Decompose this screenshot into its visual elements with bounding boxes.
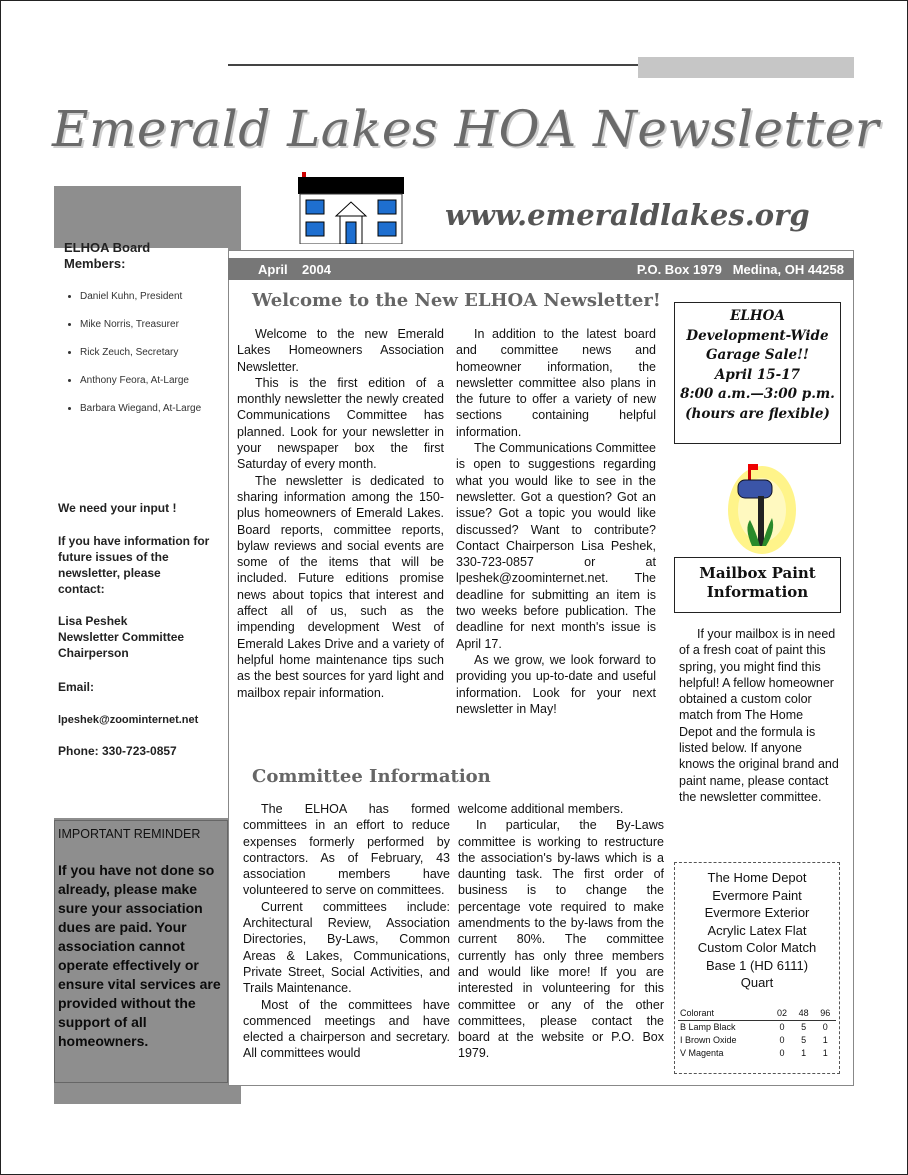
recipe-line: Custom Color Match: [697, 940, 817, 955]
table-cell: B Lamp Black: [680, 1022, 736, 1032]
dateline-bar: [228, 258, 854, 280]
reminder-title: IMPORTANT REMINDER: [58, 827, 201, 841]
table-cell: 0: [822, 1022, 828, 1032]
welcome-column-1: [237, 326, 444, 701]
recipe-line: The Home Depot: [707, 870, 807, 885]
list-item: • Anthony Feora, At-Large: [80, 374, 238, 388]
table-cell: V Magenta: [680, 1048, 724, 1058]
newsletter-title: Emerald Lakes HOA Newsletter: [52, 100, 880, 158]
colorant-table: [678, 1007, 836, 1060]
reminder-text: If you have not done so already, please make sure your association dues are paid. Your association cannot operate effectively or ensure vital services are provided without the support of all homeowners.: [58, 862, 221, 1049]
table-header: Colorant: [678, 1007, 771, 1021]
paragraph: In particular, the By-Laws committee is working to restructure the association's by-laws which is a daunting task. The first order of business is to change the percentage vote required to make amendments to the by-laws from the current 80%. The committee currently has only three members and would like more! If you are interested in volunteering for this committee or any of the other committees, please contact the board at the website or P.O. Box 1979.: [458, 818, 664, 1061]
mailing-address: P.O. Box 1979 Medina, OH 44258: [636, 262, 844, 277]
table-cell: 1: [801, 1048, 807, 1058]
paragraph: Most of the committees have commenced meetings and have elected a chairperson and secretary. All committees would: [243, 997, 450, 1061]
issue-date: April 2004: [258, 262, 331, 277]
paint-recipe-box: [674, 862, 840, 1074]
important-reminder: [54, 820, 228, 1083]
garage-sale-line: Garage Sale!!: [706, 347, 809, 363]
list-item: • Daniel Kuhn, President: [80, 290, 238, 304]
garage-sale-line: 8:00 a.m.—3:00 p.m.: [680, 386, 835, 402]
table-cell: I Brown Oxide: [680, 1035, 737, 1045]
welcome-column-2: [456, 326, 656, 717]
table-row: [678, 1034, 836, 1047]
table-cell: 5: [801, 1035, 807, 1045]
paragraph: Current committees include: Architectural Review, Association Directories, By-Laws, Common Areas & Lakes, Communications, Private Street, Social Activities, and Trails Maintenance.: [243, 899, 450, 996]
welcome-heading: Welcome to the New ELHOA Newsletter!: [252, 290, 661, 311]
table-header: 48: [793, 1007, 815, 1021]
paragraph: Welcome to the new Emerald Lakes Homeowners Association Newsletter.: [237, 327, 444, 374]
paragraph: The ELHOA has formed committees in an effort to reduce expenses formerly performed by contractors. As of February, 43 association members have volunteered to serve on committees.: [243, 802, 450, 898]
recipe-line: Base 1 (HD 6111): [705, 957, 809, 973]
house-logo: [298, 172, 404, 244]
garage-sale-line: April 15-17: [714, 366, 801, 383]
header-bar: [638, 57, 854, 78]
input-text: If you have information for future issues of the newsletter, please contact:: [58, 534, 210, 596]
committee-heading: Committee Information: [252, 766, 491, 787]
committee-column-2: [458, 801, 664, 1062]
board-members-title: ELHOA Board Members:: [64, 240, 151, 271]
list-item: • Rick Zeuch, Secretary: [80, 346, 238, 360]
mailbox-icon: [722, 458, 802, 558]
table-row: [678, 1047, 836, 1060]
table-header: 96: [814, 1007, 836, 1021]
list-item: • Mike Norris, Treasurer: [80, 318, 238, 332]
list-item: • Barbara Wiegand, At-Large: [80, 402, 238, 416]
table-cell: 1: [822, 1035, 828, 1045]
table-cell: 5: [801, 1022, 807, 1032]
board-members-list: [62, 290, 238, 430]
contact-phone: Phone: 330-723-0857: [58, 744, 177, 758]
table-header-row: [678, 1007, 836, 1021]
table-cell: 0: [779, 1035, 785, 1045]
mailbox-paint-text: If your mailbox is in need of a fresh coat of paint this spring, you might find this helpful! A fellow homeowner obtained a custom color match from The Home Depot and the formula is listed below. If anyone knows the original brand and paint name, please contact the newsletter committee.: [679, 627, 839, 804]
paragraph: welcome additional members.: [458, 802, 624, 816]
committee-column-1: [243, 801, 450, 1062]
paragraph: In addition to the latest board and committee news and homeowner information, the newsletter committee also plans in the future to offer a variety of new sections containing helpful information.: [456, 327, 656, 439]
paragraph: The newsletter is dedicated to sharing information among the 150-plus homeowners of Emerald Lakes. Board reports, committee reports, bylaw reviews and social events are some of the items that will be included. Future editions promise news about topics that interest and affect all of us, such as the impending development West of Emerald Lakes Drive and a variety of helpful home maintenance tips such as the best sources for yard light and mailbox repair information.: [237, 473, 444, 700]
recipe-line: Quart: [740, 975, 774, 990]
mailbox-title-line: Mailbox Paint: [699, 564, 816, 582]
contact-name: Lisa Peshek: [58, 614, 128, 628]
table-cell: 0: [779, 1048, 785, 1058]
paragraph: This is the first edition of a monthly newsletter the newly created Communications Committee has planned. Look for your newsletter in your newspaper box the first Saturday of every month.: [237, 375, 444, 472]
website-url[interactable]: www.emeraldlakes.org: [445, 198, 810, 232]
mailbox-title-line: Information: [706, 583, 809, 601]
garage-sale-line: ELHOA: [730, 308, 785, 324]
garage-sale-box: [674, 302, 841, 444]
contact-email[interactable]: lpeshek@zoominternet.net: [58, 714, 199, 726]
table-cell: 0: [779, 1022, 785, 1032]
garage-sale-line: Development-Wide: [686, 327, 829, 344]
input-title: We need your input !: [58, 501, 177, 515]
email-label: Email:: [58, 680, 95, 694]
recipe-line: Evermore Exterior: [704, 905, 810, 920]
garage-sale-line: (hours are flexible): [685, 405, 830, 422]
table-cell: 1: [822, 1048, 828, 1058]
mailbox-paint-title: [674, 557, 841, 613]
recipe-line: Acrylic Latex Flat: [707, 922, 807, 938]
paragraph: The Communications Committee is open to suggestions regarding what you would like to see in the newsletter. Got a question? Got an issue? Got a topic you would like discussed? Want to contribute? Contact Chairperson Lisa Peshek, 330-723-0857 or at lpeshek@zoominternet.net. The deadline for submitting an item is two weeks before publication. The deadline for next month's issue is April 17.: [456, 441, 657, 651]
header-rule: [228, 64, 638, 66]
recipe-line: Evermore Paint: [712, 887, 802, 903]
table-row: [678, 1021, 836, 1035]
table-header: 02: [771, 1007, 793, 1021]
paragraph: As we grow, we look forward to providing you up-to-date and useful information. Look for your next newsletter in May!: [456, 652, 656, 716]
recipe-lines: [675, 869, 839, 992]
contact-role: Newsletter Committee Chairperson: [58, 630, 185, 660]
